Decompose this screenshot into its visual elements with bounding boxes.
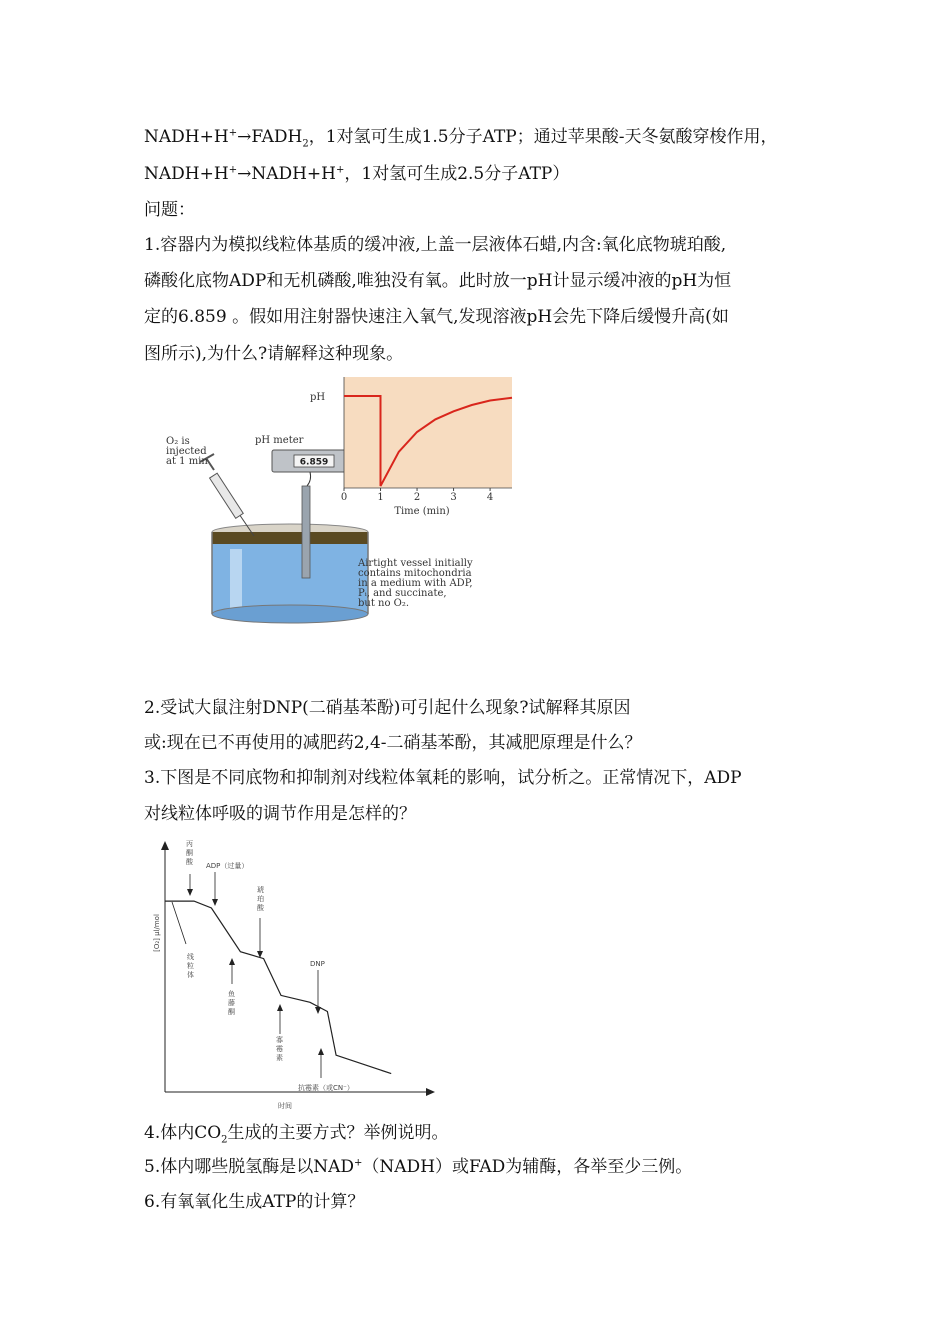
- oligomycin-arrow-icon: [277, 1004, 283, 1034]
- q5-line: [144, 1156, 692, 1178]
- text: （NADH）或FAD为辅酶，各举至少三例。: [362, 1157, 693, 1177]
- succinate-label-3: 酸: [257, 904, 264, 912]
- x-tick-label: 0: [340, 492, 348, 503]
- q1-line-4: 图所示),为什么?请解释这种现象。: [144, 344, 404, 364]
- rotenone-label-3: 酮: [228, 1008, 235, 1016]
- pyruvate-label-3: 酸: [186, 858, 193, 866]
- succinate-arrow-icon: [257, 918, 263, 958]
- vessel-label-line-2: contains mitochondria: [358, 568, 472, 579]
- q2-line-2: 或:现在已不再使用的减肥药2,4-二硝基苯酚，其减肥原理是什么？: [144, 733, 642, 753]
- text: 生成的主要方式？举例说明。: [227, 1123, 449, 1143]
- rotenone-arrow-icon: [229, 958, 235, 984]
- subscript: 2: [302, 138, 309, 150]
- x-tick-label: 1: [377, 492, 384, 503]
- intro-line-1: [144, 126, 777, 148]
- oligomycin-label-1: 寡: [276, 1036, 283, 1044]
- intro-line-2: [144, 163, 569, 185]
- text: ，1对氢可生成2.5分子ATP）: [344, 164, 570, 184]
- o2-label-line-2: injected: [166, 446, 207, 457]
- y-axis-label: pH: [310, 392, 326, 403]
- y-axis-arrow-icon: [161, 841, 169, 850]
- q3-line-1: 3.下图是不同底物和抑制剂对线粒体氧耗的影响，试分析之。正常情况下，ADP: [144, 768, 742, 788]
- ph-electrode: [302, 486, 310, 578]
- beaker: [212, 524, 368, 623]
- x-axis-label: 时间: [278, 1102, 292, 1110]
- syringe-icon: [200, 454, 254, 536]
- mito-pointer-line: [172, 902, 186, 944]
- ph-time-chart: [310, 377, 512, 517]
- figure-2-oxygen-consumption: [150, 838, 440, 1116]
- mito-label-3: 体: [187, 971, 194, 979]
- x-tick-label: 4: [486, 492, 494, 503]
- x-axis-label: Time (min): [394, 506, 450, 517]
- paraffin-oil-layer: [212, 532, 368, 544]
- chart-background: [344, 377, 512, 488]
- q2-line-1: 2.受试大鼠注射DNP(二硝基苯酚)可引起什么现象?试解释其原因: [144, 698, 631, 718]
- q1-line-2: 磷酸化底物ADP和无机磷酸,唯独没有氧。此时放一pH计显示缓冲液的pH为恒: [144, 271, 732, 291]
- succinate-label-2: 珀: [257, 895, 264, 903]
- vessel-label-line-3: in a medium with ADP,: [358, 578, 473, 589]
- text: NADH+H: [144, 164, 229, 184]
- mito-label-1: 线: [187, 953, 194, 961]
- ph-meter-label: pH meter: [255, 435, 304, 446]
- q6-line: 6.有氧氧化生成ATP的计算？: [144, 1192, 365, 1212]
- subscript: 2: [221, 1134, 228, 1146]
- text: →FADH: [237, 127, 303, 147]
- x-tick-label: 2: [413, 492, 421, 503]
- adp-arrow-icon: [212, 872, 218, 906]
- superscript: +: [354, 1157, 363, 1169]
- superscript: +: [336, 164, 345, 176]
- text: →NADH+H: [237, 164, 336, 184]
- pyruvate-label-1: 丙: [186, 840, 193, 848]
- mito-label-2: 粒: [187, 962, 194, 970]
- superscript: +: [228, 164, 238, 176]
- pyruvate-arrow-icon: [187, 874, 193, 896]
- antimycin-label: 抗霉素（或CN⁻）: [298, 1084, 354, 1092]
- figure-1-ph-experiment: [160, 374, 520, 630]
- vessel-label-line-4: Pᵢ, and succinate,: [358, 588, 447, 599]
- vessel-label-line-1: Airtight vessel initially: [358, 558, 473, 569]
- oligomycin-label-3: 素: [276, 1054, 283, 1062]
- text: ，1对氢可生成1.5分子ATP；通过苹果酸-天冬氨酸穿梭作用，: [308, 127, 778, 147]
- text: 4.体内CO: [144, 1123, 222, 1143]
- vessel-label-line-5: but no O₂.: [358, 598, 410, 609]
- dnp-label: DNP: [310, 960, 325, 968]
- o2-label-line-1: O₂ is: [166, 436, 190, 447]
- ph-display-value: 6.859: [299, 457, 329, 468]
- o2-label-line-3: at 1 min: [166, 456, 208, 467]
- superscript: +: [228, 127, 238, 139]
- dnp-arrow-icon: [315, 970, 321, 1014]
- adp-label: ADP（过量）: [206, 862, 249, 870]
- q4-line: [144, 1122, 449, 1144]
- q3-line-2: 对线粒体呼吸的调节作用是怎样的？: [144, 804, 416, 824]
- pyruvate-label-2: 酮: [186, 849, 193, 857]
- rotenone-label-2: 藤: [228, 999, 235, 1007]
- text: NADH+H: [144, 127, 229, 147]
- succinate-label-1: 琥: [257, 886, 264, 894]
- questions-heading: 问题：: [144, 200, 195, 220]
- x-axis-arrow-icon: [426, 1088, 435, 1096]
- antimycin-arrow-icon: [318, 1048, 324, 1078]
- text: 5.体内哪些脱氢酶是以NAD: [144, 1157, 355, 1177]
- q1-line-3: 定的6.859 。假如用注射器快速注入氧气,发现溶液pH会先下降后缓慢升高(如: [144, 307, 729, 327]
- q1-line-1: 1.容器内为模拟线粒体基质的缓冲液,上盖一层液体石蜡,内含:氧化底物琥珀酸,: [144, 235, 727, 255]
- x-tick-label: 3: [450, 492, 457, 503]
- rotenone-label-1: 鱼: [228, 990, 235, 998]
- oligomycin-label-2: 霉: [276, 1045, 283, 1053]
- y-axis-label: [O₂] μl/mol: [153, 914, 161, 952]
- x-tick-labels: [341, 488, 493, 503]
